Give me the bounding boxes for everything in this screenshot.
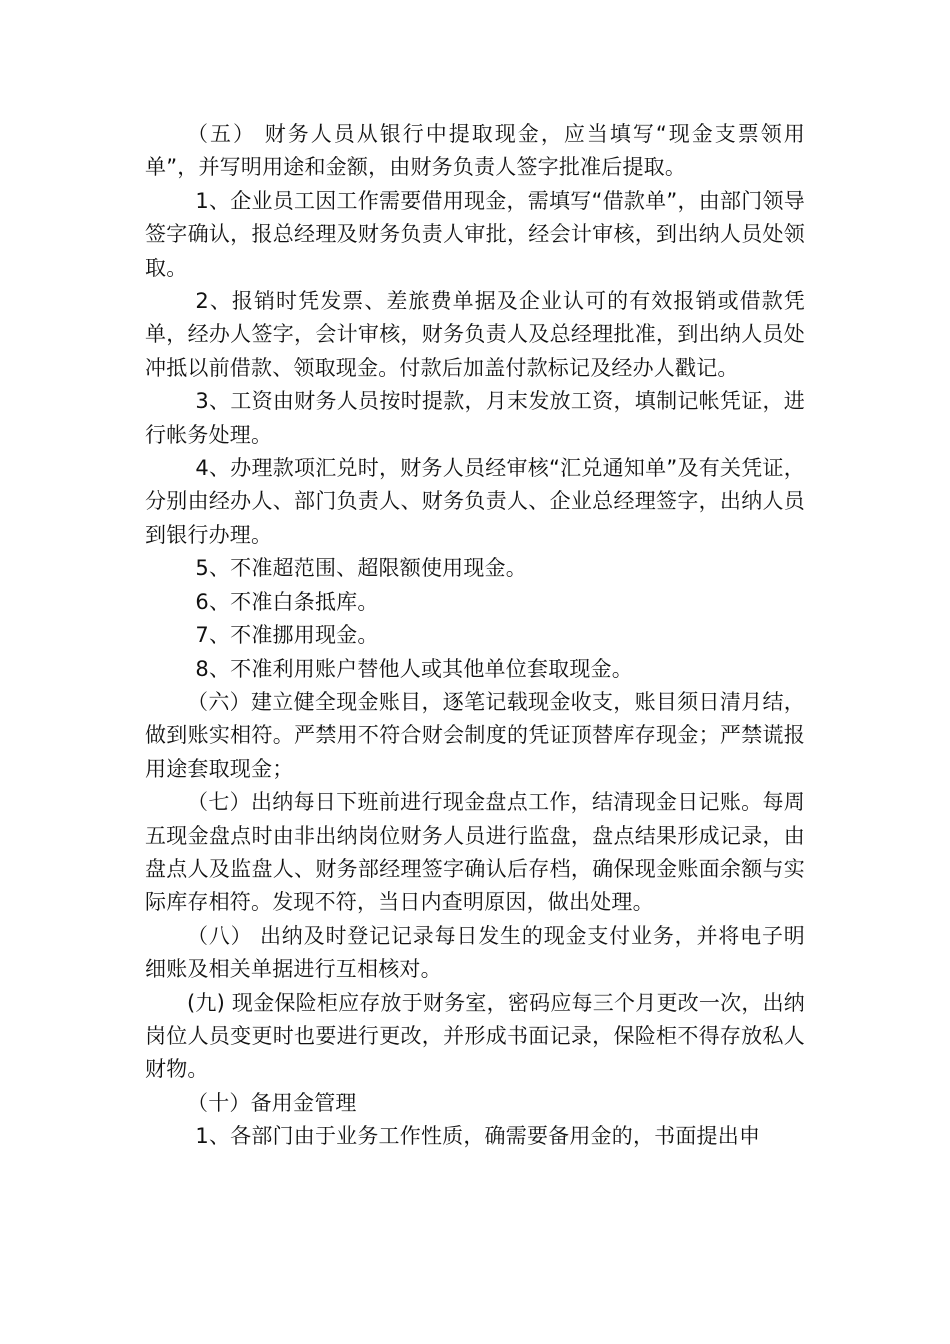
paragraph-item-4: 4、办理款项汇兑时，财务人员经审核“汇兑通知单”及有关凭证，分别由经办人、部门负责人、财务负责人、企业总经理签字，出纳人员到银行办理。	[145, 456, 805, 547]
paragraph-item-8: 8、不准利用账户替他人或其他单位套取现金。	[195, 656, 633, 681]
paragraph-section-10: （十）备用金管理	[187, 1090, 357, 1115]
paragraph-item-1: 1、企业员工因工作需要借用现金，需填写“借款单”，由部门领导签字确认，报总经理及财务负责人审批，经会计审核，到出纳人员处领取。	[145, 188, 805, 280]
paragraph-item-2: 2、报销时凭发票、差旅费单据及企业认可的有效报销或借款凭单，经办人签字，会计审核，财务负责人及总经理批准，到出纳人员处冲抵以前借款、领取现金。付款后加盖付款标记及经办人戳记。	[145, 289, 805, 380]
paragraph-section-7: （七）出纳每日下班前进行现金盘点工作，结清现金日记账。每周五现金盘点时由非出纳岗位财务人员进行监盘，盘点结果形成记录，由盘点人及监盘人、财务部经理签字确认后存档，确保现金账面余额与实际库存相符。发现不符，当日内查明原因，做出处理。	[145, 790, 805, 915]
paragraph-section-6: （六）建立健全现金账目，逐笔记载现金收支，账目须日清月结，做到账实相符。严禁用不符合财会制度的凭证顶替库存现金；严禁谎报用途套取现金；	[145, 689, 805, 781]
document-page	[145, 118, 805, 1154]
paragraph-item-3: 3、工资由财务人员按时提款，月末发放工资，填制记帐凭证，进行帐务处理。	[145, 389, 805, 447]
paragraph-item-6: 6、不准白条抵库。	[195, 589, 379, 614]
paragraph-item-5: 5、不准超范围、超限额使用现金。	[195, 556, 527, 581]
paragraph-section-9: (九) 现金保险柜应存放于财务室，密码应每三个月更改一次，出纳岗位人员变更时也要进行更改，并形成书面记录，保险柜不得存放私人财物。	[145, 990, 805, 1082]
paragraph-section-8: （八） 出纳及时登记记录每日发生的现金支付业务，并将电子明细账及相关单据进行互相核对。	[145, 923, 805, 982]
paragraph-item-10-1: 1、各部门由于业务工作性质，确需要备用金的，书面提出申	[195, 1124, 761, 1149]
paragraph-item-7: 7、不准挪用现金。	[195, 623, 379, 648]
paragraph-section-5: （五） 财务人员从银行中提取现金，应当填写“现金支票领用单”，并写明用途和金额，由财务负责人签字批准后提取。	[145, 122, 805, 180]
